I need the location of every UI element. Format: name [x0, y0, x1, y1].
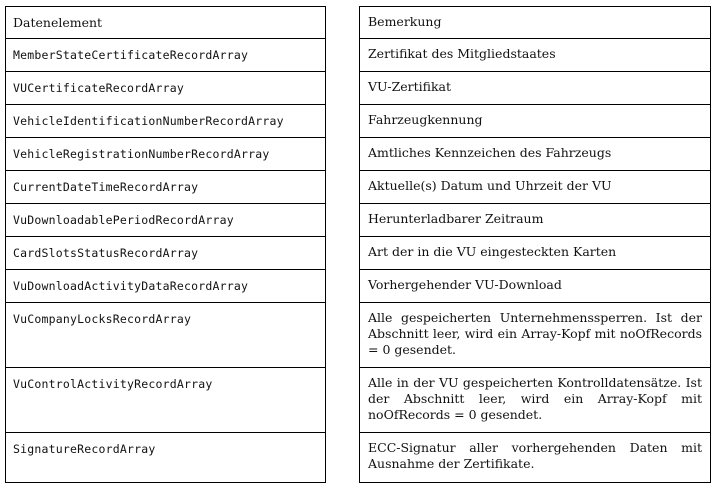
element-cell: VuControlActivityRecordArray [5, 368, 326, 433]
column-gap [326, 6, 359, 39]
element-cell: MemberStateCertificateRecordArray [5, 39, 326, 72]
remark-cell: Art der in die VU eingesteckten Karten [359, 237, 711, 270]
element-cell: VehicleRegistrationNumberRecordArray [5, 138, 326, 171]
header-bemerkung: Bemerkung [359, 6, 711, 39]
remark-cell: Vorhergehender VU-Download [359, 270, 711, 303]
remark-cell: Zertifikat des Mitgliedstaates [359, 39, 711, 72]
remark-cell: Alle in der VU gespeicherten Kontrolldatensätze. Ist der Abschnitt leer, wird ein Array-Kopf mit noOfRecords = 0 gesendet. [359, 368, 711, 433]
remark-cell: ECC-Signatur aller vorhergehenden Daten mit Ausnahme der Zertifikate. [359, 433, 711, 483]
element-cell: SignatureRecordArray [5, 433, 326, 483]
element-cell: VuDownloadablePeriodRecordArray [5, 204, 326, 237]
element-cell: CardSlotsStatusRecordArray [5, 237, 326, 270]
remark-cell: Aktuelle(s) Datum und Uhrzeit der VU [359, 171, 711, 204]
remark-cell: Alle gespeicherten Unternehmenssperren. Ist der Abschnitt leer, wird ein Array-Kopf mit noOfRecords = 0 gesendet. [359, 303, 711, 368]
remark-cell: VU-Zertifikat [359, 72, 711, 105]
element-cell: VuCompanyLocksRecordArray [5, 303, 326, 368]
element-cell: CurrentDateTimeRecordArray [5, 171, 326, 204]
element-cell: VuDownloadActivityDataRecordArray [5, 270, 326, 303]
header-datenelement: Datenelement [5, 6, 326, 39]
data-element-table [5, 6, 711, 483]
remark-cell: Herunterladbarer Zeitraum [359, 204, 711, 237]
remark-cell: Amtliches Kennzeichen des Fahrzeugs [359, 138, 711, 171]
remark-cell: Fahrzeugkennung [359, 105, 711, 138]
element-cell: VUCertificateRecordArray [5, 72, 326, 105]
element-cell: VehicleIdentificationNumberRecordArray [5, 105, 326, 138]
